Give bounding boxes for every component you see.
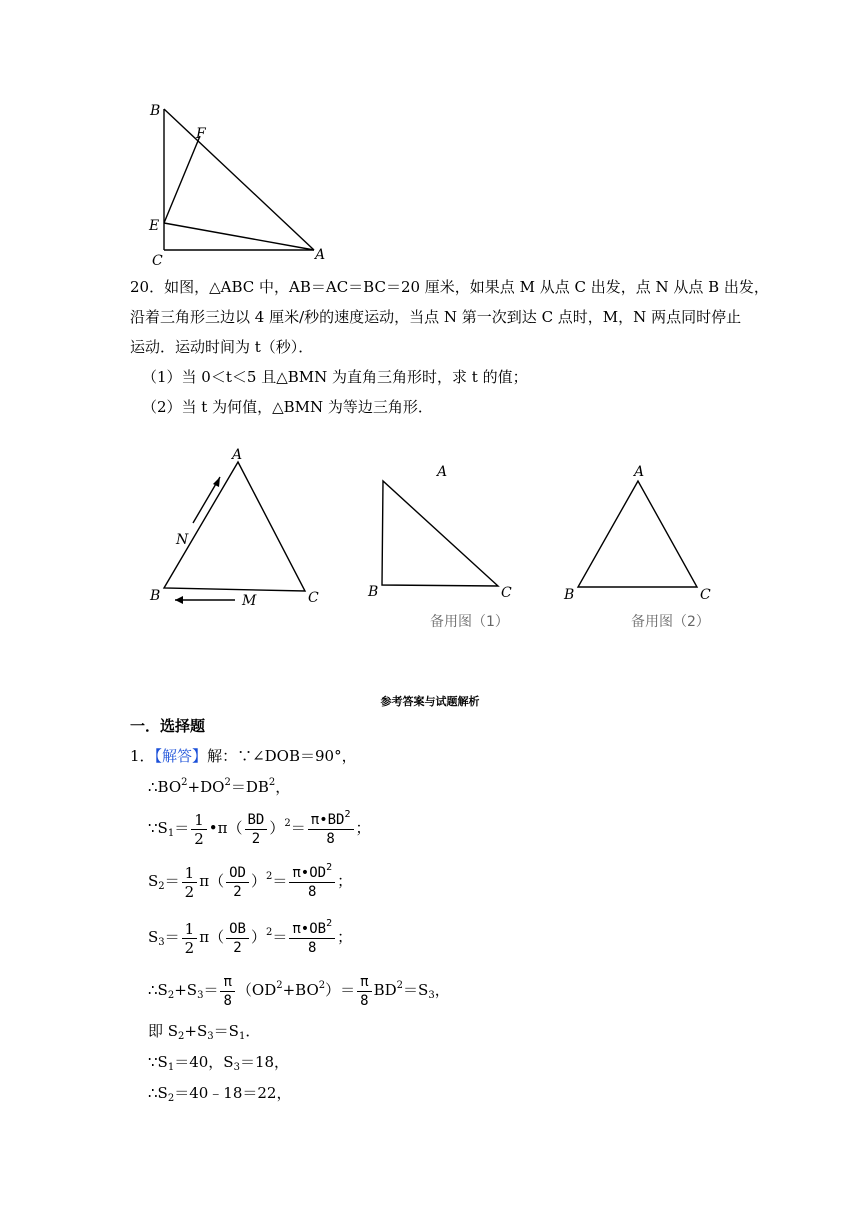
segment-ef [164, 136, 200, 223]
figure-right-triangle [140, 96, 340, 271]
answer-1-s2-formula: $S_2=$ $\frac{1}{2}$ π（ $\frac{OD}{2}$ ）$^2$＝ $\frac{\pi•OD^2}{8}$ ； [148, 861, 353, 901]
main-triangle [164, 462, 305, 591]
problem-20-question-1: （1）当 0＜t＜5 且△BMN 为直角三角形时，求 t 的值； [142, 368, 528, 386]
segment-ea [164, 223, 314, 250]
main-label-c: C [308, 590, 319, 606]
label-c: C [152, 253, 163, 269]
label-e: E [149, 218, 160, 234]
problem-20-line-2: 沿着三角形三边以 4 厘米/秒的速度运动，当点 N 第一次到达 C 点时，M，N 两点同时停止 [130, 308, 742, 326]
fraction-pi-over-8: $\frac{\pi}{8}$ [220, 973, 234, 1010]
label-a: A [315, 247, 326, 263]
answer-1-line-2: $\therefore BO^2+DO^2=DB^2$， [148, 777, 291, 796]
spare2-label-b: B [564, 587, 575, 603]
spare1-label-c: C [501, 585, 512, 601]
answer-1-result: $\therefore S_2=40﹣18=22$， [148, 1084, 292, 1104]
section-heading: 一．选择题 [130, 717, 206, 735]
main-label-a: A [232, 447, 243, 463]
fraction-pi-bd2-over-8: $\frac{\pi•BD^2}{8}$ [308, 811, 354, 848]
fraction-pi-over-8-b: $\frac{\pi}{8}$ [357, 973, 371, 1010]
answer-tag: 【解答】 [154, 747, 208, 765]
fraction-bd-over-2: $\frac{BD}{2}$ [245, 811, 268, 848]
fraction-od-over-2: $\frac{OD}{2}$ [226, 864, 249, 901]
label-b: B [150, 103, 161, 119]
problem-20-line-1: 20．如图，△ABC 中，AB＝AC＝BC＝20 厘米，如果点 M 从点 C 出发，点 N 从点 B 出发， [130, 278, 769, 296]
angle-statement: ∵∠DOB＝90°， [237, 747, 357, 765]
answer-1-s1-formula: $\because S_1=$ $\frac{1}{2}$ •π（ $\frac{BD}{2}$ ）$^2$＝ $\frac{\pi•BD^2}{8}$ ； [148, 808, 371, 848]
spare2-label-c: C [700, 587, 711, 603]
figure-equilateral-triangles [140, 440, 730, 640]
answer-1-sum-formula: $\therefore S_2+S_3=$ $\frac{\pi}{8}$ $(OD^2+BO^2)=$ $\frac{\pi}{8}$ $BD^2=S_3$， [148, 973, 450, 1009]
spare1-caption: 备用图（1） [430, 614, 509, 630]
spare-triangle-2 [578, 481, 697, 587]
label-f: F [196, 126, 206, 142]
edge-ba [164, 109, 314, 250]
fraction-pi-od2-over-8: $\frac{\pi•OD^2}{8}$ [289, 864, 335, 901]
spare2-label-a: A [634, 464, 645, 480]
spare1-label-b: B [368, 584, 379, 600]
spare1-label-a: A [437, 464, 448, 480]
answers-title: 参考答案与试题解析 [380, 695, 480, 708]
spare-triangle-1 [382, 481, 498, 586]
problem-20-line-3: 运动．运动时间为 t（秒）． [130, 338, 314, 356]
answer-1-conclusion: 即 $S_2+S_3=S_1$． [148, 1022, 261, 1042]
fraction-pi-ob2-over-8: $\frac{\pi•OB^2}{8}$ [289, 920, 335, 957]
arrow-m-head [175, 596, 183, 604]
solve-label: 解： [207, 747, 238, 765]
fraction-ob-over-2: $\frac{OB}{2}$ [226, 920, 249, 957]
arrow-n-head [213, 477, 220, 487]
spare2-caption: 备用图（2） [631, 614, 710, 630]
fraction-half: $\frac{1}{2}$ [191, 811, 207, 848]
main-label-b: B [150, 588, 161, 604]
item-number: 1． [130, 747, 155, 765]
problem-20-question-2: （2）当 t 为何值，△BMN 为等边三角形． [142, 398, 433, 416]
answer-1-line-1 [130, 746, 357, 766]
main-label-m: M [242, 593, 257, 609]
answer-1-s3-formula: $S_3=$ $\frac{1}{2}$ π（ $\frac{OB}{2}$ ）$^2$＝ $\frac{\pi•OB^2}{8}$ ； [148, 917, 353, 957]
main-label-n: N [176, 532, 189, 548]
answer-1-given-values: $\because S_1=40$，$S_3=18$， [148, 1053, 290, 1073]
